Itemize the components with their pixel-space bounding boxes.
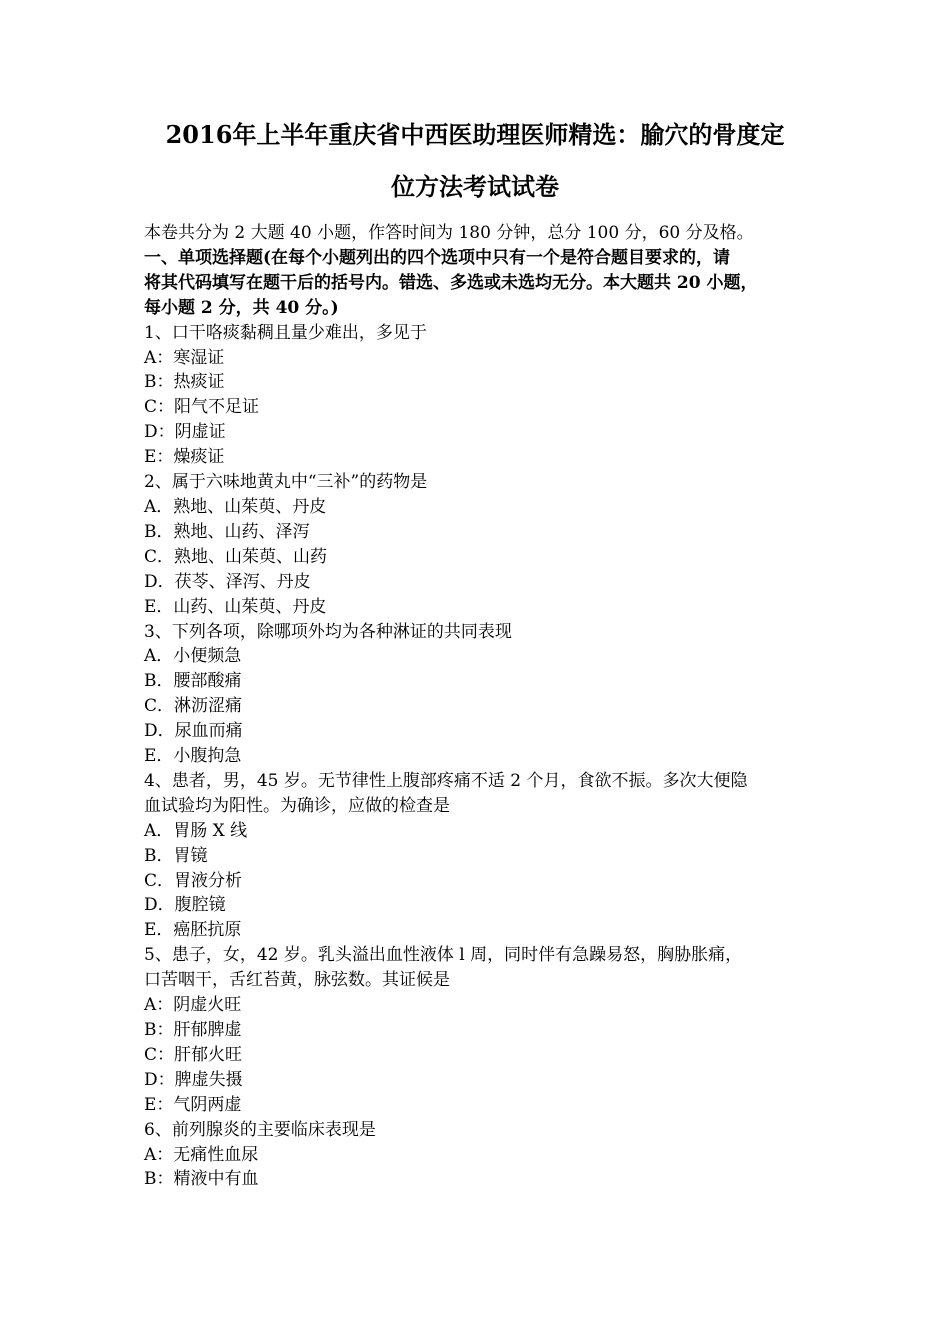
question-stem: 1、口干咯痰黏稠且量少难出，多见于 — [144, 322, 427, 343]
question-3 — [144, 620, 812, 769]
question-stem: 5、患子，女，42 岁。乳头溢出血性液体 l 周，同时伴有急躁易怒，胸胁胀痛， — [144, 945, 743, 966]
document-title-line-1: 2016年上半年重庆省中西医助理医师精选：腧穴的骨度定 — [165, 120, 785, 149]
question-stem: 2、属于六味地黄丸中“三补”的药物是 — [144, 472, 428, 493]
question-stem: 3、下列各项，除哪项外均为各种淋证的共同表现 — [144, 621, 512, 642]
section-heading-line-1: 一、单项选择题(在每个小题列出的四个选项中只有一个是符合题目要求的，请 — [144, 247, 731, 268]
section-heading-line-2: 将其代码填写在题干后的括号内。错选、多选或未选均无分。本大题共 20 小题， — [144, 272, 758, 293]
answer-option: A．胃肠 X 线 — [144, 820, 248, 841]
question-6 — [144, 1118, 812, 1193]
answer-option: B．腰部酸痛 — [144, 671, 242, 692]
answer-option: B：精液中有血 — [144, 1169, 259, 1190]
question-stem: 4、患者，男，45 岁。无节律性上腹部疼痛不适 2 个月，食欲不振。多次大便隐 — [144, 770, 748, 791]
answer-option: B．熟地、山药、泽泻 — [144, 521, 310, 542]
question-stem: 口苦咽干，舌红苔黄，脉弦数。其证候是 — [144, 970, 450, 991]
question-stem: 血试验均为阳性。为确诊，应做的检查是 — [144, 795, 450, 816]
answer-option: E．小腹拘急 — [144, 746, 242, 767]
answer-option: C：阳气不足证 — [144, 397, 260, 418]
answer-option: A：寒湿证 — [144, 347, 225, 368]
answer-option: B：热痰证 — [144, 372, 225, 393]
answer-option: E．山药、山茱萸、丹皮 — [144, 596, 327, 617]
answer-option: D．尿血而痛 — [144, 721, 243, 742]
section-heading-line-3: 每小题 2 分，共 40 分。) — [144, 297, 339, 318]
answer-option: D．茯苓、泽泻、丹皮 — [144, 571, 311, 592]
answer-option: A．小便频急 — [144, 646, 242, 667]
question-1 — [144, 321, 812, 470]
answer-option: E．癌胚抗原 — [144, 920, 242, 941]
answer-option: C：肝郁火旺 — [144, 1044, 243, 1065]
answer-option: E：气阴两虚 — [144, 1094, 242, 1115]
exam-intro: 本卷共分为 2 大题 40 小题，作答时间为 180 分钟，总分 100 分，60 分及格。 — [144, 223, 754, 243]
answer-option: E：燥痰证 — [144, 447, 225, 468]
question-2 — [144, 470, 812, 619]
answer-option: C．胃液分析 — [144, 870, 243, 891]
answer-option: A：阴虚火旺 — [144, 995, 242, 1016]
question-4 — [144, 769, 812, 943]
answer-option: D．腹腔镜 — [144, 895, 226, 916]
document-title-line-2: 位方法考试试卷 — [391, 172, 559, 201]
answer-option: B．胃镜 — [144, 845, 208, 866]
answer-option: D：脾虚失摄 — [144, 1069, 243, 1090]
answer-option: A：无痛性血尿 — [144, 1144, 259, 1165]
answer-option: C．淋沥涩痛 — [144, 696, 243, 717]
question-5 — [144, 943, 812, 1117]
answer-option: C．熟地、山茱萸、山药 — [144, 546, 328, 567]
question-stem: 6、前列腺炎的主要临床表现是 — [144, 1119, 376, 1140]
answer-option: A．熟地、山茱萸、丹皮 — [144, 496, 327, 517]
answer-option: D：阴虚证 — [144, 422, 226, 443]
answer-option: B：肝郁脾虚 — [144, 1020, 242, 1040]
document-body — [144, 221, 812, 1192]
